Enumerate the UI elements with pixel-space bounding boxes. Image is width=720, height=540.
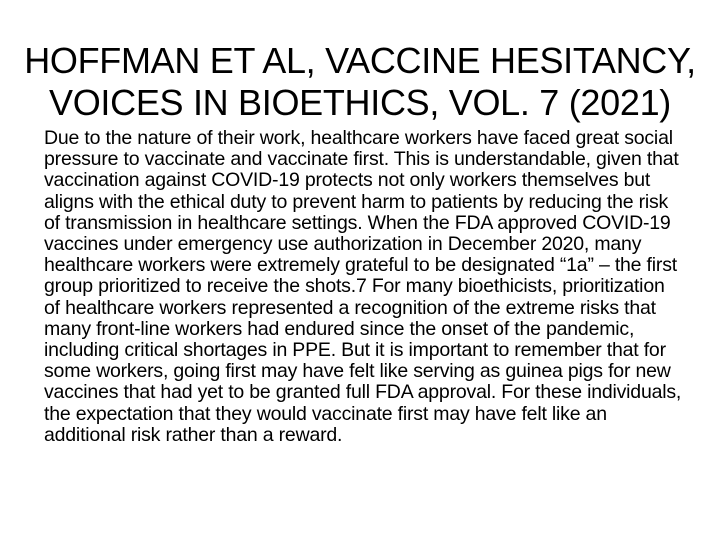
slide-title: HOFFMAN ET AL, VACCINE HESITANCY, VOICES IN BIOETHICS, VOL. 7 (2021) <box>24 40 696 123</box>
slide-body-text: Due to the nature of their work, healthcare workers have faced great social pressure to vaccinate and vaccinate first. This is understandable, given that vaccination against COVID-19 protects not only workers themselves but aligns with the ethical duty to prevent harm to patients by reducing the risk of transmission in healthcare settings. When the FDA approved COVID-19 vaccines under emergency use authorization in December 2020, many healthcare workers were extremely grateful to be designated “1a” – the first group prioritized to receive the shots.7 For many bioethicists, prioritization of healthcare workers represented a recognition of the extreme risks that many front-line workers had endured since the onset of the pandemic, including critical shortages in PPE. But it is important to remember that for some workers, going first may have felt like serving as guinea pigs for new vaccines that had yet to be granted full FDA approval. For these individuals, the expectation that they would vaccinate first may have felt like an additional risk rather than a reward. <box>44 127 682 446</box>
